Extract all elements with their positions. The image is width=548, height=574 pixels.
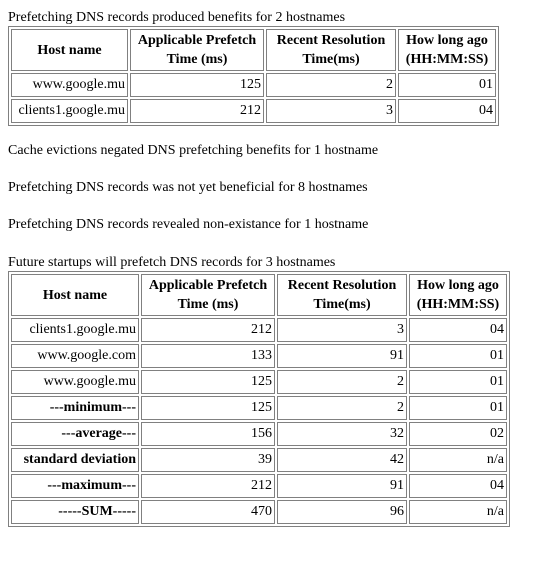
benefits-table (8, 26, 499, 126)
prefetch-cell: 133 (141, 344, 275, 368)
resolution-cell: 91 (277, 474, 407, 498)
prefetch-cell: 212 (130, 99, 264, 123)
future-header-row (11, 274, 507, 316)
ago-cell: 04 (398, 99, 496, 123)
host-cell: ---average--- (11, 422, 139, 446)
host-cell: clients1.google.mu (11, 318, 139, 342)
table-row (11, 73, 496, 97)
evictions-caption: Cache evictions negated DNS prefetching benefits for 1 hostname (8, 143, 379, 158)
future-caption: Future startups will prefetch DNS records for 3 hostnames (8, 255, 336, 270)
header-resolution-time: Recent Resolution Time(ms) (266, 29, 396, 71)
resolution-cell: 2 (277, 370, 407, 394)
resolution-cell: 42 (277, 448, 407, 472)
ago-cell: 01 (409, 344, 507, 368)
summary-row-sum (11, 500, 507, 524)
host-cell: standard deviation (11, 448, 139, 472)
summary-row-minimum (11, 396, 507, 420)
not-beneficial-caption: Prefetching DNS records was not yet beneficial for 8 hostnames (8, 180, 368, 195)
prefetch-cell: 39 (141, 448, 275, 472)
header-prefetch-time: Applicable Prefetch Time (ms) (130, 29, 264, 71)
ago-cell: 01 (398, 73, 496, 97)
table-row (11, 370, 507, 394)
resolution-cell: 3 (277, 318, 407, 342)
nonexistence-caption: Prefetching DNS records revealed non-existance for 1 hostname (8, 217, 369, 232)
prefetch-cell: 125 (141, 370, 275, 394)
resolution-cell: 2 (277, 396, 407, 420)
host-cell: www.google.mu (11, 73, 128, 97)
prefetch-cell: 212 (141, 318, 275, 342)
ago-cell: 04 (409, 318, 507, 342)
host-cell: -----SUM----- (11, 500, 139, 524)
prefetch-cell: 470 (141, 500, 275, 524)
resolution-cell: 2 (266, 73, 396, 97)
resolution-cell: 96 (277, 500, 407, 524)
summary-row-stddev (11, 448, 507, 472)
host-cell: ---minimum--- (11, 396, 139, 420)
prefetch-cell: 156 (141, 422, 275, 446)
ago-cell: n/a (409, 448, 507, 472)
dns-prefetch-report (8, 9, 544, 527)
table-row (11, 344, 507, 368)
benefits-caption: Prefetching DNS records produced benefits for 2 hostnames (8, 10, 346, 25)
future-table (8, 271, 510, 527)
host-cell: www.google.mu (11, 370, 139, 394)
ago-cell: 01 (409, 396, 507, 420)
resolution-cell: 91 (277, 344, 407, 368)
prefetch-cell: 212 (141, 474, 275, 498)
host-cell: www.google.com (11, 344, 139, 368)
header-resolution-time: Recent Resolution Time(ms) (277, 274, 407, 316)
header-how-long-ago: How long ago (HH:MM:SS) (409, 274, 507, 316)
prefetch-cell: 125 (130, 73, 264, 97)
summary-row-average (11, 422, 507, 446)
header-how-long-ago: How long ago (HH:MM:SS) (398, 29, 496, 71)
benefits-header-row (11, 29, 496, 71)
ago-cell: n/a (409, 500, 507, 524)
host-cell: ---maximum--- (11, 474, 139, 498)
prefetch-cell: 125 (141, 396, 275, 420)
table-row (11, 99, 496, 123)
header-host-name: Host name (11, 29, 128, 71)
ago-cell: 02 (409, 422, 507, 446)
header-prefetch-time: Applicable Prefetch Time (ms) (141, 274, 275, 316)
ago-cell: 01 (409, 370, 507, 394)
resolution-cell: 3 (266, 99, 396, 123)
summary-row-maximum (11, 474, 507, 498)
resolution-cell: 32 (277, 422, 407, 446)
ago-cell: 04 (409, 474, 507, 498)
header-host-name: Host name (11, 274, 139, 316)
table-row (11, 318, 507, 342)
host-cell: clients1.google.mu (11, 99, 128, 123)
